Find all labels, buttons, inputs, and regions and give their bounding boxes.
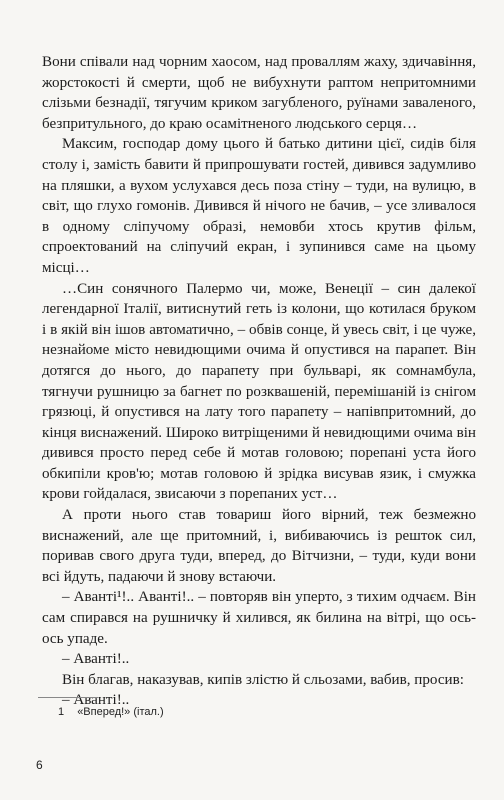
paragraph: – Аванті!.. bbox=[62, 651, 130, 668]
paragraph: – Аванті¹!.. Аванті!.. – повторяв він уперто, з тихим одчаєм. Він сам спирався на рушничку й хилився, як билина на вітрі, що ось-ось упаде. bbox=[42, 589, 476, 647]
page-body bbox=[42, 52, 476, 711]
paragraph: Вони співали над чорним хаосом, над проваллям жаху, здичавіння, жорстокості й смерти, щоб не вибухнути раптом непритомними слізьми безнадії, тягучим криком загубленого, руїнами заваленого, безпритульного, до краю осамітненого людського серця… bbox=[42, 54, 476, 132]
page-number: 6 bbox=[36, 758, 43, 772]
paragraph: Максим, господар дому цього й батько дитини цієї, сидів біля столу і, замість бавити й припрошувати гостей, дивився задумливо на пляшки, а вухом услухався десь поза стіну – туди, на вулицю, в світ, що глухо гомонів. Дивився й нічого не бачив, – усе зливалося в одному сліпучому образі, немовби хтось крутив фільм, спроектований на сліпучий екран, і зупинився саме на цьому місці… bbox=[42, 136, 476, 276]
footnote bbox=[58, 706, 164, 718]
paragraph: А проти нього став товариш його вірний, теж безмежно виснажений, але ще притомний, і, вибиваючись із решток сил, поривав свого друга туди, вперед, до Вітчизни, – туди, куди вони всі йдуть, падаючи й знову встаючи. bbox=[42, 507, 476, 585]
paragraph: …Син сонячного Палермо чи, може, Венеції – син далекої легендарної Італії, витиснутий геть із колони, що котилася бруком і в якій він ішов автоматично, – обвів сонце, й увесь світ, і це чуже, незнайоме місто невидющими очима й опустився на парапет. Він дотягся до нього, до парапету при бульварі, як сомнамбула, тягнучи рушницю за багнет по розквашеній, перемішаній із снігом грязюці, й опустився на лату того парапету – напівпритомний, до кінця виснажений. Широко витріщеними й невидющими очима він дивився просто перед себе й мотав головою; порепані уста його обкипіли кров'ю; мотав головою й зрідка висував язик, і смужка крови гойдалася, звисаючи з порепаних уст… bbox=[42, 280, 476, 503]
paragraph: – Аванті!.. bbox=[62, 692, 130, 709]
footnote-text: «Вперед!» (італ.) bbox=[77, 706, 164, 718]
footnote-divider bbox=[38, 697, 98, 698]
paragraph: Він благав, наказував, кипів злістю й сльозами, вабив, просив: bbox=[62, 671, 464, 688]
footnote-number: 1 bbox=[58, 706, 65, 718]
